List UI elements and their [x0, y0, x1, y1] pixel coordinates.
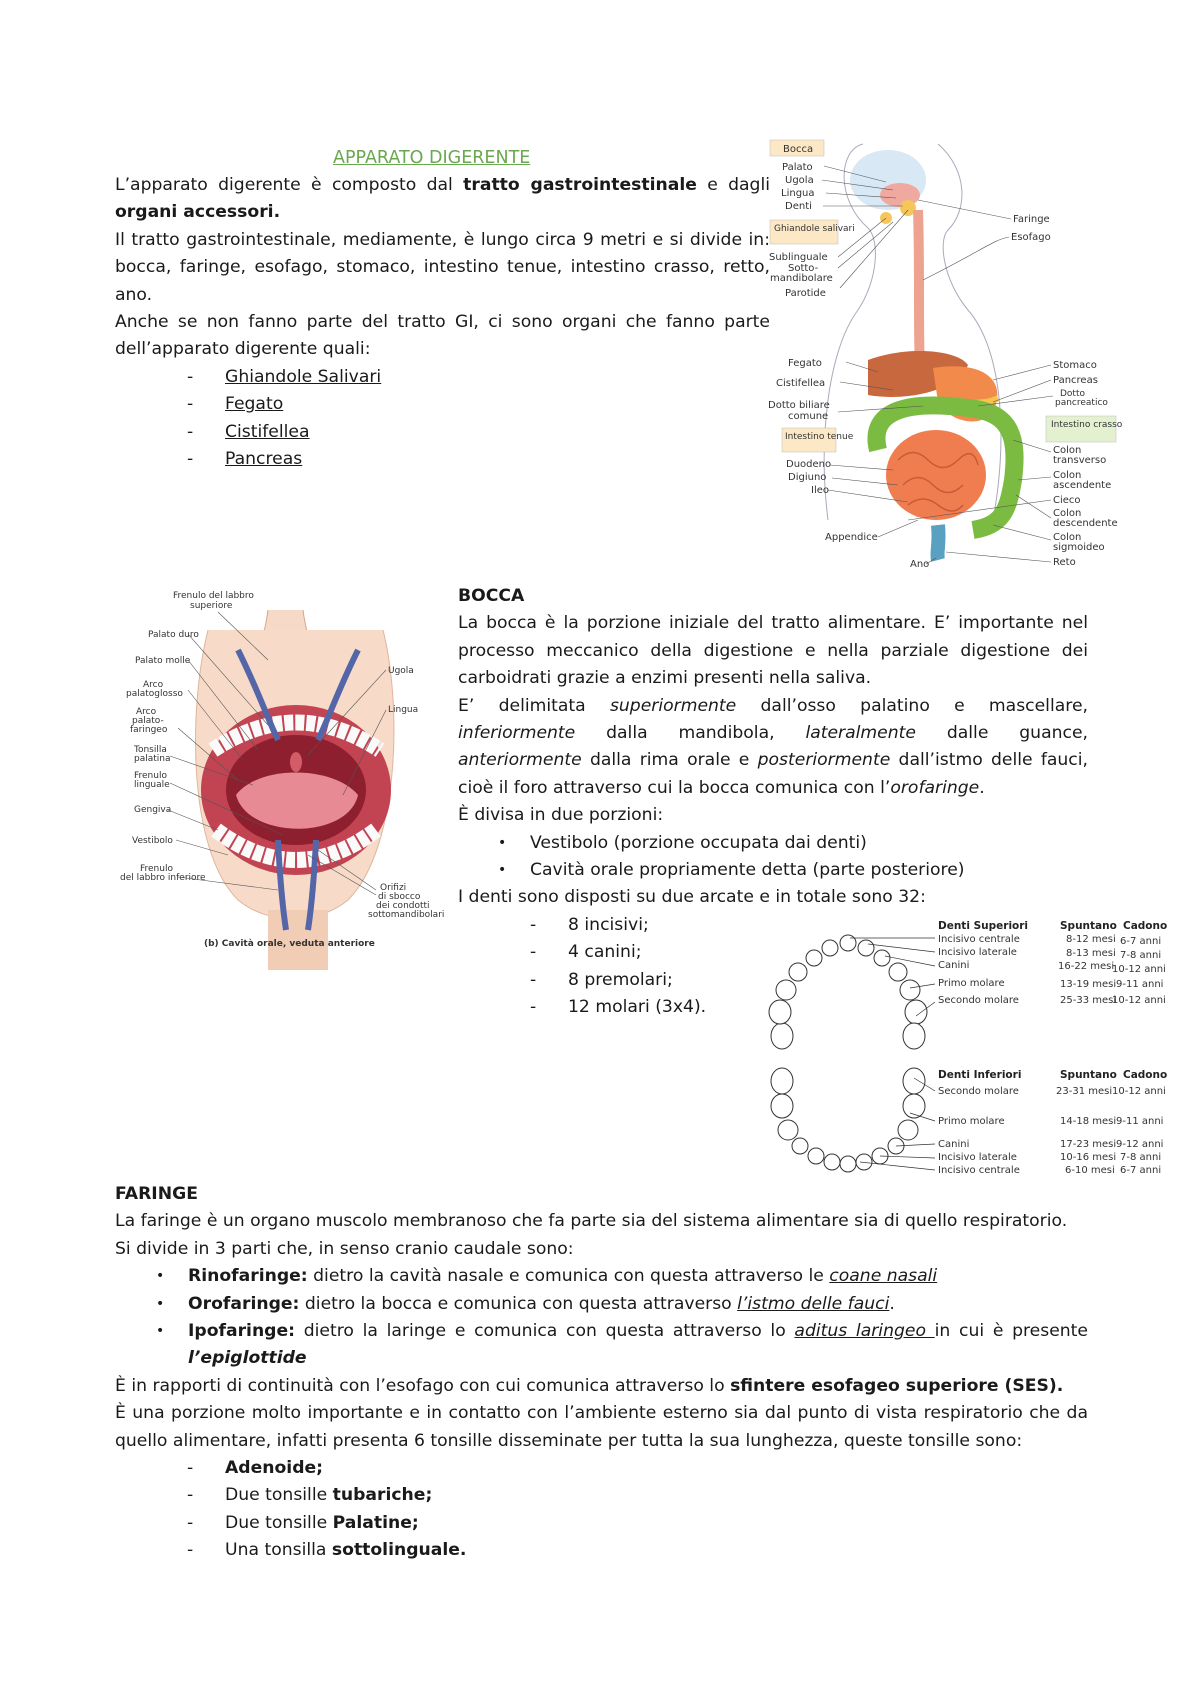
svg-text:Secondo molare: Secondo molare — [938, 1086, 1019, 1097]
digestive-system-figure — [768, 140, 1148, 575]
svg-text:Canini: Canini — [938, 960, 970, 971]
svg-text:Colon: Colon — [1053, 470, 1082, 481]
section-heading: BOCCA — [458, 586, 525, 606]
svg-text:Canini: Canini — [938, 1139, 970, 1150]
svg-text:Parotide: Parotide — [785, 288, 826, 299]
upper-arch — [769, 935, 927, 1049]
svg-text:Dotto biliare: Dotto biliare — [768, 400, 830, 411]
svg-text:Ghiandole salivari: Ghiandole salivari — [774, 224, 855, 234]
teeth-eruption-figure — [770, 918, 1168, 1180]
svg-text:Ugola: Ugola — [388, 666, 414, 676]
svg-text:Colon: Colon — [1053, 508, 1082, 519]
svg-text:descendente: descendente — [1053, 518, 1118, 529]
svg-text:Ugola: Ugola — [785, 175, 814, 186]
bocca-paragraph-1: La bocca è la porzione iniziale del tratto alimentare. E’ importante nel processo meccanico della digestione e nella parziale digestione dei carboidrati grazie a enzimi presenti nella saliva. — [458, 613, 1088, 689]
svg-text:del labbro inferiore: del labbro inferiore — [120, 873, 206, 883]
svg-text:Orifizi: Orifizi — [380, 883, 407, 893]
bocca-paragraph-4: I denti sono disposti su due arcate e in totale sono 32: — [458, 887, 926, 908]
svg-text:17-23 mesi: 17-23 mesi — [1060, 1139, 1117, 1150]
svg-text:Pancreas: Pancreas — [1053, 375, 1098, 386]
svg-text:Frenulo: Frenulo — [134, 771, 167, 781]
svg-text:7-8 anni: 7-8 anni — [1120, 950, 1162, 961]
list-item: • Orofaringe: dietro la bocca e comunica con questa attraverso l’istmo delle fauci. — [156, 1293, 895, 1314]
svg-text:Spuntano: Spuntano — [1060, 920, 1117, 932]
svg-text:16-22 mesi: 16-22 mesi — [1058, 961, 1115, 972]
svg-text:superiore: superiore — [190, 601, 233, 611]
svg-text:Ano: Ano — [910, 559, 930, 570]
faringe-paragraph-4: È una porzione molto importante e in contatto con l’ambiente esterno sia dal punto di vista respiratorio che da quello alimentare, infatti presenta 6 tonsille disseminate per tutta la sua lunghezza, queste tonsille sono: — [115, 1403, 1088, 1451]
lower-teeth-table — [938, 1069, 1167, 1176]
list-item: - Ghiandole Salivari — [187, 366, 382, 387]
svg-text:9-12 anni: 9-12 anni — [1116, 1139, 1164, 1150]
svg-text:Gengiva: Gengiva — [134, 805, 172, 815]
svg-text:Reto: Reto — [1053, 557, 1076, 568]
list-item: • Rinofaringe: dietro la cavità nasale e comunica con questa attraverso le coane nasali — [156, 1266, 938, 1287]
bocca-paragraph-2: E’ delimitata superiormente dall’osso palatino e mascellare, inferiormente dalla mandibola, lateralmente dalle guance, anteriormente dalla rima orale e posteriormente dall’istmo delle fauci, cioè il foro attraverso cui la bocca comunica con l’orofaringe. — [458, 695, 1088, 798]
list-item: - Fegato — [187, 394, 284, 415]
faringe-paragraph-3: È in rapporti di continuità con l’esofago con cui comunica attraverso lo sfintere esofageo superiore (SES). — [115, 1375, 1064, 1396]
page-title: APPARATO DIGERENTE — [333, 148, 531, 168]
intro-paragraph-1: L’apparato digerente è composto dal tratto gastrointestinale e dagli organi accessori. — [115, 175, 771, 223]
svg-text:Secondo molare: Secondo molare — [938, 995, 1019, 1006]
tonsils-list — [115, 1455, 1088, 1565]
intro-section — [115, 172, 770, 473]
list-item: • Ipofaringe: dietro la laringe e comunica con questa attraverso lo aditus laringeo in cui è presente l’epiglottide — [156, 1321, 1088, 1369]
svg-text:Palato duro: Palato duro — [148, 630, 199, 640]
svg-text:Cistifellea: Cistifellea — [776, 378, 826, 389]
svg-text:Tonsilla: Tonsilla — [134, 745, 167, 755]
svg-text:palatina: palatina — [134, 754, 171, 764]
svg-text:Lingua: Lingua — [388, 705, 419, 715]
svg-text:Vestibolo: Vestibolo — [132, 836, 173, 846]
svg-text:Arco: Arco — [136, 707, 157, 717]
svg-text:Sublinguale: Sublinguale — [769, 252, 828, 263]
list-item: - Una tonsilla sottolinguale. — [187, 1540, 467, 1561]
svg-text:25-33 mesi: 25-33 mesi — [1060, 995, 1117, 1006]
svg-text:(b) Cavità orale, veduta anter: (b) Cavità orale, veduta anteriore — [204, 939, 375, 949]
intro-paragraph-3: Anche se non fanno parte del tratto GI, ci sono organi che fanno parte dell’apparato digerente quali: — [115, 312, 770, 360]
svg-text:ascendente: ascendente — [1053, 480, 1112, 491]
svg-text:9-11 anni: 9-11 anni — [1116, 979, 1164, 990]
svg-text:8-12 mesi: 8-12 mesi — [1066, 934, 1116, 945]
svg-text:palato-: palato- — [132, 716, 164, 726]
svg-text:mandibolare: mandibolare — [770, 273, 833, 284]
svg-text:pancreatico: pancreatico — [1055, 398, 1108, 408]
portions-list — [458, 830, 1088, 885]
svg-text:Intestino crasso: Intestino crasso — [1051, 420, 1123, 430]
svg-text:8-13 mesi: 8-13 mesi — [1066, 948, 1116, 959]
svg-text:10-12 anni: 10-12 anni — [1112, 995, 1166, 1006]
svg-text:Cadono: Cadono — [1123, 1069, 1168, 1081]
svg-text:Appendice: Appendice — [825, 532, 878, 543]
svg-text:Digiuno: Digiuno — [788, 472, 827, 483]
list-item: - 8 incisivi; — [530, 914, 649, 935]
faringe-paragraph-1: La faringe è un organo muscolo membranoso che fa parte sia del sistema alimentare sia di quello respiratorio. — [115, 1211, 1068, 1232]
list-item: - Cistifellea — [187, 421, 310, 442]
pharynx-parts-list — [115, 1263, 1088, 1373]
svg-text:Esofago: Esofago — [1011, 232, 1051, 243]
svg-text:Sotto-: Sotto- — [788, 263, 819, 274]
organs-list — [115, 364, 770, 474]
svg-text:Stomaco: Stomaco — [1053, 360, 1097, 371]
svg-text:10-12 anni: 10-12 anni — [1112, 964, 1166, 975]
svg-text:Primo molare: Primo molare — [938, 1116, 1005, 1127]
faringe-paragraph-2: Si divide in 3 parti che, in senso cranio caudale sono: — [115, 1238, 574, 1259]
bocca-paragraph-3: È divisa in due porzioni: — [458, 805, 664, 826]
svg-text:linguale: linguale — [134, 780, 170, 790]
svg-text:Palato molle: Palato molle — [135, 656, 191, 666]
svg-text:6-10 mesi: 6-10 mesi — [1065, 1165, 1115, 1176]
svg-text:sottomandibolari: sottomandibolari — [368, 910, 445, 920]
svg-text:6-7 anni: 6-7 anni — [1120, 936, 1162, 947]
intro-paragraph-2: Il tratto gastrointestinale, mediamente, è lungo circa 9 metri e si divide in: bocca, faringe, esofago, stomaco, intestino tenue, intestino crasso, retto, ano. — [115, 229, 770, 305]
upper-teeth-table — [938, 920, 1167, 1006]
svg-text:23-31 mesi: 23-31 mesi — [1056, 1086, 1113, 1097]
svg-text:Fegato: Fegato — [788, 358, 822, 369]
svg-text:7-8 anni: 7-8 anni — [1120, 1152, 1162, 1163]
svg-text:10-16 mesi: 10-16 mesi — [1060, 1152, 1117, 1163]
svg-text:Denti Superiori: Denti Superiori — [938, 920, 1029, 932]
svg-text:Intestino tenue: Intestino tenue — [785, 432, 854, 442]
svg-text:faringeo: faringeo — [130, 725, 168, 735]
svg-text:Frenulo: Frenulo — [140, 864, 173, 874]
svg-text:Dotto: Dotto — [1060, 389, 1086, 399]
svg-text:transverso: transverso — [1053, 455, 1107, 466]
svg-text:Colon: Colon — [1053, 445, 1082, 456]
svg-text:14-18 mesi: 14-18 mesi — [1060, 1116, 1117, 1127]
faringe-section — [115, 1181, 1088, 1565]
svg-text:Incisivo centrale: Incisivo centrale — [938, 934, 1020, 945]
svg-text:Cieco: Cieco — [1053, 495, 1081, 506]
svg-text:Denti: Denti — [785, 201, 812, 212]
digestive-labels-right — [1011, 214, 1123, 568]
svg-text:di sbocco: di sbocco — [378, 892, 421, 902]
list-item: - Adenoide; — [187, 1458, 324, 1479]
oral-cavity-figure — [118, 590, 443, 980]
list-item: - 4 canini; — [530, 942, 642, 963]
svg-text:palatoglosso: palatoglosso — [126, 689, 183, 699]
svg-text:Incisivo centrale: Incisivo centrale — [938, 1165, 1020, 1176]
svg-text:sigmoideo: sigmoideo — [1053, 542, 1105, 553]
lower-arch — [771, 1068, 925, 1172]
svg-text:Lingua: Lingua — [781, 188, 815, 199]
list-item: • Vestibolo (porzione occupata dai denti) — [498, 832, 867, 853]
list-item: - Due tonsille Palatine; — [187, 1512, 419, 1533]
list-item: - Due tonsille tubariche; — [187, 1485, 433, 1506]
svg-text:Cadono: Cadono — [1123, 920, 1168, 932]
svg-text:Incisivo laterale: Incisivo laterale — [938, 1152, 1017, 1163]
list-item: - Pancreas — [187, 449, 303, 470]
svg-text:Ileo: Ileo — [811, 485, 829, 496]
svg-text:Incisivo laterale: Incisivo laterale — [938, 947, 1017, 958]
small-intestine-shape — [886, 430, 986, 520]
svg-text:13-19 mesi: 13-19 mesi — [1060, 979, 1117, 990]
svg-text:Arco: Arco — [143, 680, 164, 690]
esophagus-shape — [918, 210, 920, 368]
svg-text:comune: comune — [788, 411, 829, 422]
svg-text:Faringe: Faringe — [1013, 214, 1050, 225]
svg-text:Palato: Palato — [782, 162, 813, 173]
svg-text:Frenulo del labbro: Frenulo del labbro — [173, 591, 254, 601]
svg-text:Colon: Colon — [1053, 532, 1082, 543]
svg-text:Bocca: Bocca — [783, 144, 814, 155]
svg-text:9-11 anni: 9-11 anni — [1116, 1116, 1164, 1127]
svg-text:Denti Inferiori: Denti Inferiori — [938, 1069, 1022, 1081]
list-item: - 12 molari (3x4). — [530, 997, 707, 1018]
svg-text:10-12 anni: 10-12 anni — [1112, 1086, 1166, 1097]
list-item: - 8 premolari; — [530, 969, 673, 990]
svg-text:Duodeno: Duodeno — [786, 459, 832, 470]
svg-text:dei condotti: dei condotti — [376, 901, 430, 911]
svg-text:Spuntano: Spuntano — [1060, 1069, 1117, 1081]
svg-text:6-7 anni: 6-7 anni — [1120, 1165, 1162, 1176]
section-heading: FARINGE — [115, 1184, 198, 1204]
list-item: • Cavità orale propriamente detta (parte posteriore) — [498, 860, 965, 881]
svg-text:Primo molare: Primo molare — [938, 978, 1005, 989]
